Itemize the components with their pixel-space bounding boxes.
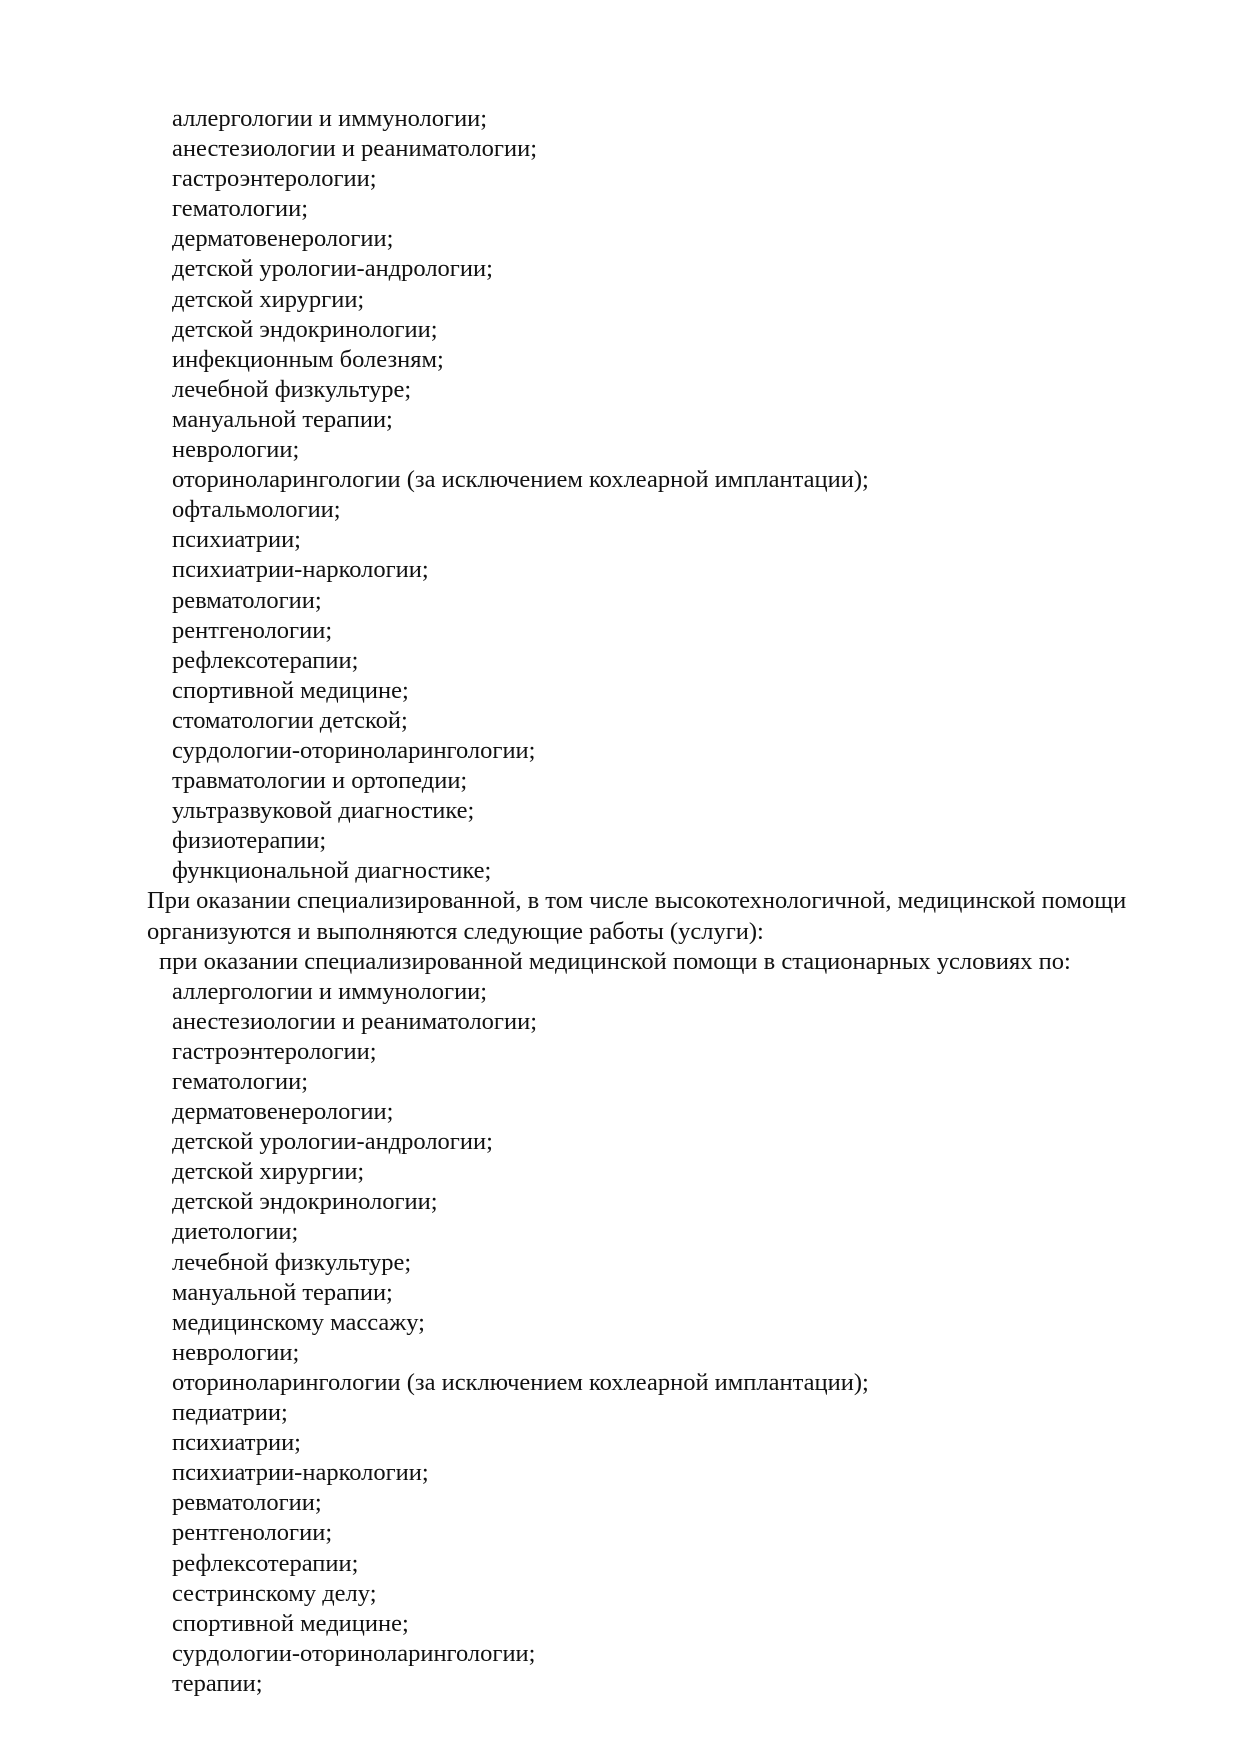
list-item: спортивной медицине; xyxy=(172,1609,409,1637)
list-item: спортивной медицине; xyxy=(172,676,409,704)
list-item: гематологии; xyxy=(172,1068,309,1095)
paragraph-line: При оказании специализированной, в том числе высокотехнологичной, медицинской помощи xyxy=(147,887,1127,915)
document-body xyxy=(0,104,1240,1699)
services-list-inpatient xyxy=(0,977,1240,1699)
list-item: медицинскому массажу; xyxy=(172,1308,425,1336)
list-item: оториноларингологии (за исключением кохлеарной имплантации); xyxy=(172,466,869,494)
list-item: рентгенологии; xyxy=(172,616,333,644)
list-item: психиатрии-наркологии; xyxy=(172,1459,429,1487)
list-item: аллергологии и иммунологии; xyxy=(172,977,488,1005)
list-item: педиатрии; xyxy=(172,1399,288,1427)
list-item: инфекционным болезням; xyxy=(172,345,444,373)
list-item: стоматологии детской; xyxy=(172,706,408,734)
list-item: рентгенологии; xyxy=(172,1519,333,1547)
list-item: офтальмологии; xyxy=(172,496,341,524)
list-item: психиатрии; xyxy=(172,526,301,554)
list-item: ультразвуковой диагностике; xyxy=(172,797,475,825)
list-item: детской хирургии; xyxy=(172,1158,365,1186)
list-item: сурдологии-оториноларингологии; xyxy=(172,736,536,764)
list-item: терапии; xyxy=(172,1669,263,1697)
list-item: физиотерапии; xyxy=(172,827,327,855)
list-item: психиатрии-наркологии; xyxy=(172,556,429,584)
list-item: анестезиологии и реаниматологии; xyxy=(172,1007,538,1035)
list-item: дерматовенерологии; xyxy=(172,1098,394,1126)
list-item: детской эндокринологии; xyxy=(172,1188,438,1216)
list-item: детской урологии-андрологии; xyxy=(172,255,493,283)
services-list-outpatient xyxy=(0,104,1240,886)
list-item: гематологии; xyxy=(172,195,309,223)
list-item: лечебной физкультуре; xyxy=(172,375,412,403)
list-item: ревматологии; xyxy=(172,1489,322,1517)
list-item: гастроэнтерологии; xyxy=(172,1037,377,1065)
list-item: детской урологии-андрологии; xyxy=(172,1128,493,1156)
list-item: детской эндокринологии; xyxy=(172,315,438,343)
list-item: сестринскому делу; xyxy=(172,1579,377,1607)
list-item: аллергологии и иммунологии; xyxy=(172,105,488,132)
paragraph-line: организуются и выполняются следующие работы (услуги): xyxy=(147,917,764,945)
list-item: ревматологии; xyxy=(172,586,322,614)
list-item: функциональной диагностике; xyxy=(172,857,492,885)
list-item: неврологии; xyxy=(172,1338,300,1366)
list-item: дерматовенерологии; xyxy=(172,225,394,253)
list-item: рефлексотерапии; xyxy=(172,1549,359,1577)
list-item: диетологии; xyxy=(172,1218,299,1246)
list-item: детской хирургии; xyxy=(172,285,365,313)
list-item: неврологии; xyxy=(172,436,300,464)
list-item: мануальной терапии; xyxy=(172,1278,393,1306)
list-item: лечебной физкультуре; xyxy=(172,1248,412,1276)
subheading: при оказании специализированной медицинской помощи в стационарных условиях по: xyxy=(159,947,1071,975)
list-item: рефлексотерапии; xyxy=(172,646,359,674)
list-item: гастроэнтерологии; xyxy=(172,165,377,193)
list-item: травматологии и ортопедии; xyxy=(172,767,468,795)
list-item: мануальной терапии; xyxy=(172,405,393,433)
list-item: анестезиологии и реаниматологии; xyxy=(172,135,538,163)
list-item: психиатрии; xyxy=(172,1429,301,1457)
list-item: сурдологии-оториноларингологии; xyxy=(172,1639,536,1667)
list-item: оториноларингологии (за исключением кохлеарной имплантации); xyxy=(172,1368,869,1396)
